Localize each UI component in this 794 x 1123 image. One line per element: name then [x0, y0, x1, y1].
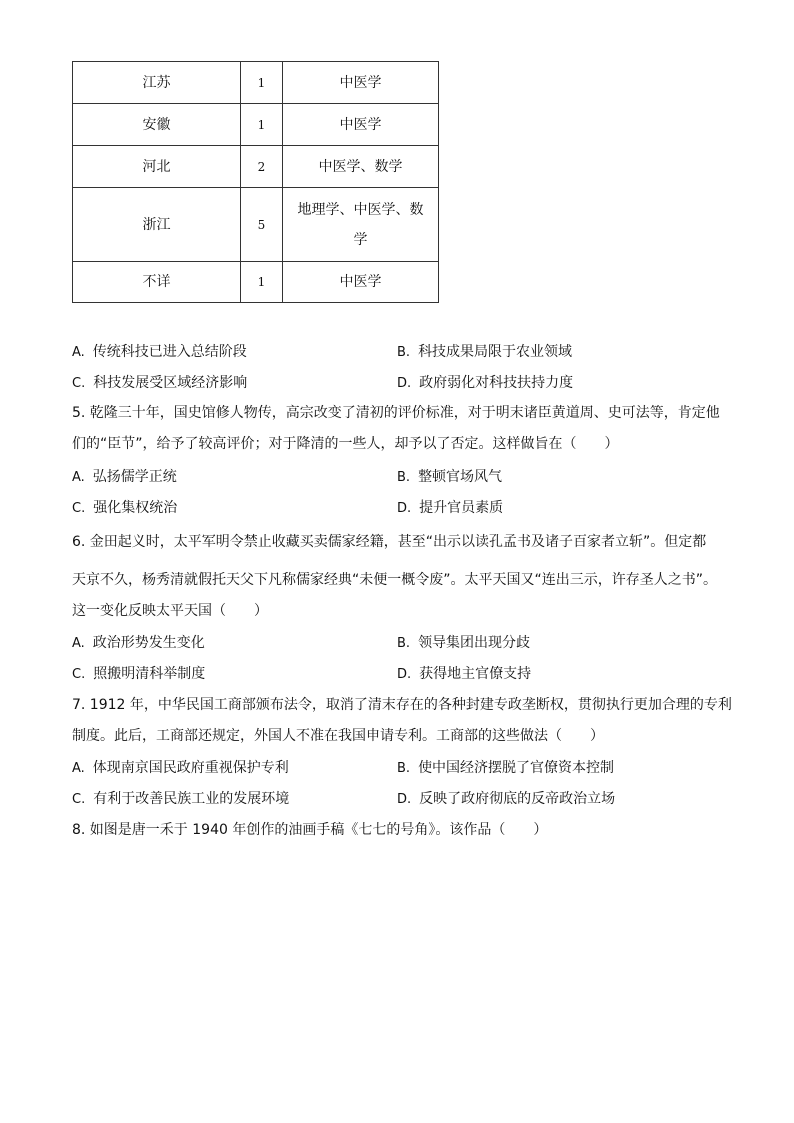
region-cell: 河北: [73, 146, 241, 188]
option-letter: A.: [72, 470, 85, 485]
table-row: [73, 146, 439, 188]
option-text: 获得地主官僚支持: [419, 666, 532, 682]
option-text: 照搬明清科举制度: [93, 666, 206, 682]
table-row: [73, 262, 439, 303]
option-letter: C.: [72, 501, 86, 516]
option-text: 政府弱化对科技扶持力度: [419, 375, 574, 391]
count-cell: 1: [241, 262, 283, 303]
region-cell: 安徽: [73, 104, 241, 146]
statistics-table: [72, 61, 439, 303]
option-letter: B.: [397, 345, 411, 360]
q7-option-d[interactable]: [397, 789, 615, 810]
fields-cell: 中医学: [283, 104, 439, 146]
q7-option-c[interactable]: [72, 789, 289, 810]
fields-cell: [283, 188, 439, 262]
option-letter: B.: [397, 761, 411, 776]
table-row: [73, 62, 439, 104]
option-text: 政治形势发生变化: [92, 635, 205, 651]
q6-stem-line-1: 6. 金田起义时，太平军明令禁止收藏买卖儒家经籍，甚至“出示以读孔孟书及诸子百家者立斩”。但定都: [72, 534, 707, 550]
option-letter: A.: [72, 761, 85, 776]
region-cell: 浙江: [73, 188, 241, 262]
option-letter: D.: [397, 501, 412, 516]
option-text: 科技成果局限于农业领域: [418, 344, 573, 360]
region-cell: 不详: [73, 262, 241, 303]
count-cell: 2: [241, 146, 283, 188]
option-text: 弘扬儒学正统: [92, 469, 177, 485]
option-text: 反映了政府彻底的反帝政治立场: [419, 791, 616, 807]
fields-line-1: 地理学、中医学、数: [297, 201, 424, 218]
q7-option-b[interactable]: [397, 758, 614, 779]
q5-stem-line-2: 们的“臣节”，给予了较高评价；对于降清的一些人，却予以了否定。这样做旨在（ ）: [72, 436, 619, 452]
option-letter: B.: [397, 470, 411, 485]
q8-stem-line-1: 8. 如图是唐一禾于 1940 年创作的油画手稿《七七的号角》。该作品（ ）: [72, 822, 548, 838]
q5-option-c[interactable]: [72, 498, 177, 519]
option-text: 领导集团出现分歧: [418, 635, 531, 651]
q4-option-c[interactable]: [72, 373, 247, 394]
fields-cell: 中医学、数学: [283, 146, 439, 188]
option-text: 有利于改善民族工业的发展环境: [93, 791, 290, 807]
q6-option-a[interactable]: [72, 633, 205, 654]
fields-cell: 中医学: [283, 262, 439, 303]
count-cell: 5: [241, 188, 283, 262]
q4-option-b[interactable]: [397, 342, 572, 363]
fields-line-2: 学: [353, 231, 368, 248]
q6-option-b[interactable]: [397, 633, 530, 654]
q7-stem-line-2: 制度。此后，工商部还规定，外国人不准在我国申请专利。工商部的这些做法（ ）: [72, 728, 604, 744]
option-letter: A.: [72, 345, 85, 360]
table-row: [73, 104, 439, 146]
q6-option-d[interactable]: [397, 664, 531, 685]
option-letter: C.: [72, 667, 86, 682]
option-text: 科技发展受区域经济影响: [93, 375, 248, 391]
region-cell: 江苏: [73, 62, 241, 104]
option-text: 整顿官场风气: [418, 469, 503, 485]
q5-stem-line-1: 5. 乾隆三十年，国史馆修人物传，高宗改变了清初的评价标准，对于明末诸臣黄道周、史可法等，肯定他: [72, 405, 720, 421]
option-text: 提升官员素质: [419, 500, 504, 516]
q5-option-d[interactable]: [397, 498, 503, 519]
option-letter: D.: [397, 667, 412, 682]
option-text: 传统科技已进入总结阶段: [92, 344, 247, 360]
option-text: 体现南京国民政府重视保护专利: [92, 760, 289, 776]
fields-cell: 中医学: [283, 62, 439, 104]
option-letter: D.: [397, 792, 412, 807]
q6-option-c[interactable]: [72, 664, 205, 685]
q6-stem-line-2: 天京不久，杨秀清就假托天父下凡称儒家经典“未便一概令废”。太平天国又“连出三示，许存圣人之书”。: [72, 572, 718, 588]
q6-stem-line-3: 这一变化反映太平天国（ ）: [72, 603, 268, 619]
option-letter: A.: [72, 636, 85, 651]
option-letter: C.: [72, 376, 86, 391]
q5-option-b[interactable]: [397, 467, 502, 488]
count-cell: 1: [241, 104, 283, 146]
option-letter: D.: [397, 376, 412, 391]
table-row: [73, 188, 439, 262]
option-text: 强化集权统治: [93, 500, 178, 516]
q7-option-a[interactable]: [72, 758, 289, 779]
q4-option-a[interactable]: [72, 342, 247, 363]
q5-option-a[interactable]: [72, 467, 177, 488]
option-letter: B.: [397, 636, 411, 651]
option-letter: C.: [72, 792, 86, 807]
q4-option-d[interactable]: [397, 373, 573, 394]
count-cell: 1: [241, 62, 283, 104]
option-text: 使中国经济摆脱了官僚资本控制: [418, 760, 615, 776]
q7-stem-line-1: 7. 1912 年，中华民国工商部颁布法令，取消了清末存在的各种封建专政垄断权，贯彻执行更加合理的专利: [72, 697, 732, 713]
